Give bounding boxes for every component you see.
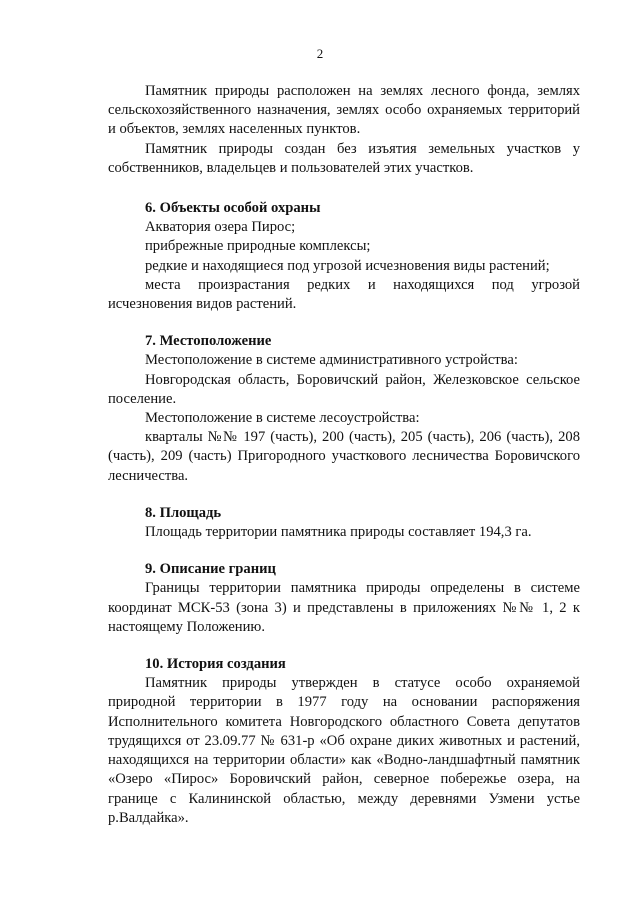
section-paragraph: прибрежные природные комплексы; [145,238,371,255]
section-paragraph: Местоположение в системе лесоустройства: [145,410,420,427]
section-paragraph: Новгородская область, Боровичский район, Железковское сельское поселение. [108,371,580,407]
section-paragraph: Акватория озера Пирос; [145,219,296,236]
section-heading: 7. Местоположение [145,333,272,350]
section-paragraph: места произрастания редких и находящихся под угрозой исчезновения видов растений. [108,276,580,313]
page-number: 2 [316,46,324,61]
section-paragraph: кварталы №№ 197 (часть), 200 (часть), 205 (часть), 206 (часть), 208 (часть), 209 (часть) Пригородного участкового лесничества Боровичского лесничества. [108,429,580,484]
document-body [108,82,580,828]
section-paragraph: редкие и находящиеся под угрозой исчезновения виды растений; [145,257,550,274]
section-heading: 9. Описание границ [145,561,276,578]
intro-paragraph: Памятник природы создан без изъятия земельных участков у собственников, владельцев и пользователей этих участков. [108,140,580,176]
section-paragraph: Площадь территории памятника природы составляет 194,3 га. [145,524,532,541]
section-paragraph: Местоположение в системе административного устройства: [145,352,518,369]
section-heading: 6. Объекты особой охраны [145,200,321,217]
section-paragraph: Памятник природы утвержден в статусе особо охраняемой природной территории в 1977 году на основании распоряжения Исполнительного комитета Новгородского областного Совета депутатов трудящихся от 23.09.77 № 631-р «Об охране диких животных и растений, находящихся на территории области» как «Водно-ландшафтный памятник «Озеро «Пирос» Боровичский район, северное побережье озера, на границе с Калининской областью, между деревнями Узмени устье р.Валдайка». [108,675,580,826]
intro-paragraph: Памятник природы расположен на землях лесного фонда, землях сельскохозяйственного назначения, землях особо охраняемых территорий и объектов, землях населенных пунктов. [108,83,580,138]
section-heading: 10. История создания [145,656,286,673]
section-heading: 8. Площадь [145,504,222,521]
section-paragraph: Границы территории памятника природы определены в системе координат МСК-53 (зона 3) и представлены в приложениях №№ 1, 2 к настоящему Положению. [108,580,580,635]
